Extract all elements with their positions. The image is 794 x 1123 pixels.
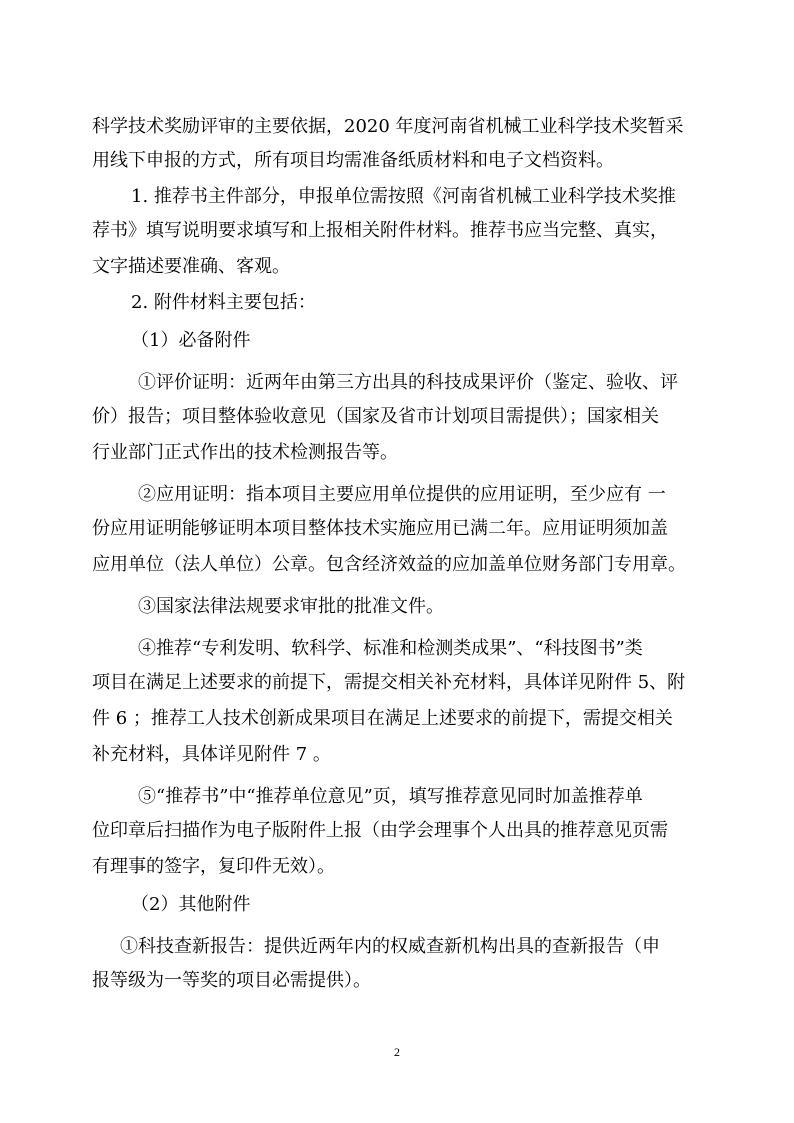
text-line-18: 补充材料，具体详见附件 7 。 xyxy=(92,744,331,765)
text-line-22: （2）其他附件 xyxy=(131,894,251,915)
text-line-4: 荐书》填写说明要求填写和上报相关附件材料。推荐书应当完整、真实， xyxy=(92,220,668,241)
text-line-2: 用线下申报的方式，所有项目均需准备纸质材料和电子文档资料。 xyxy=(92,150,614,171)
text-line-10: 行业部门正式作出的技术检测报告等。 xyxy=(92,442,398,463)
text-line-15: ④推荐“专利发明、软科学、标准和检测类成果”、“科技图书”类 xyxy=(138,638,643,659)
text-line-16: 项目在满足上述要求的前提下，需提交相关补充材料，具体详见附件 5、附 xyxy=(92,672,686,693)
page-number: 2 xyxy=(394,1045,400,1059)
text-line-1: 科学技术奖励评审的主要依据，2020 年度河南省机械工业科学技术奖暂采 xyxy=(92,116,684,137)
text-line-9: 价）报告；项目整体验收意见（国家及省市计划项目需提供）；国家相关 xyxy=(92,406,659,427)
text-line-11: ②应用证明：指本项目主要应用单位提供的应用证明，至少应有 一 xyxy=(138,484,666,505)
text-line-19: ⑤“推荐书”中“推荐单位意见”页，填写推荐意见同时加盖推荐单 xyxy=(138,786,643,807)
text-line-7: （1）必备附件 xyxy=(131,330,251,351)
text-line-24: 报等级为一等奖的项目必需提供）。 xyxy=(92,970,371,991)
text-line-21: 有理事的签字，复印件无效）。 xyxy=(92,856,335,877)
text-line-12: 份应用证明能够证明本项目整体技术实施应用已满二年。应用证明须加盖 xyxy=(92,518,668,539)
text-line-23: ①科技查新报告：提供近两年内的权威查新机构出具的查新报告（申 xyxy=(120,936,660,957)
text-line-5: 文字描述要准确、客观。 xyxy=(92,256,290,277)
text-line-20: 位印章后扫描作为电子版附件上报（由学会理事个人出具的推荐意见页需 xyxy=(92,820,668,841)
text-line-17: 件 6 ；推荐工人技术创新成果项目在满足上述要求的前提下，需提交相关 xyxy=(92,708,673,729)
text-line-3: 1. 推荐书主件部分，申报单位需按照《河南省机械工业科学技术奖推 xyxy=(131,186,676,207)
text-line-8: ①评价证明：近两年由第三方出具的科技成果评价（鉴定、验收、评 xyxy=(138,372,678,393)
text-line-14: ③国家法律法规要求审批的批准文件。 xyxy=(138,596,444,617)
text-line-6: 2. 附件材料主要包括： xyxy=(131,292,316,313)
text-line-13: 应用单位（法人单位）公章。包含经济效益的应加盖单位财务部门专用章。 xyxy=(92,554,686,575)
